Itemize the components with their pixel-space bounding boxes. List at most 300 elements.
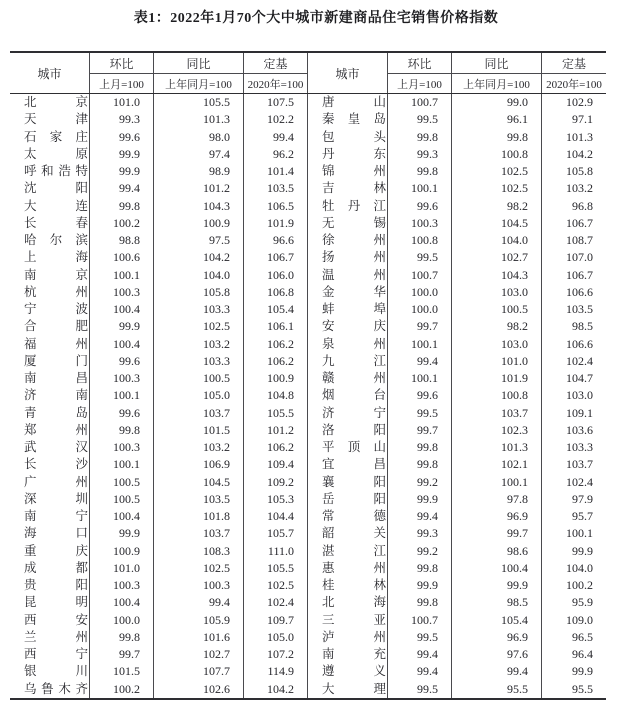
table-row xyxy=(10,439,606,456)
table-row xyxy=(10,232,606,249)
header-fixedbase-left: 定基 xyxy=(244,53,308,73)
subheader-fixed-base-left: 2020年=100 xyxy=(244,73,308,93)
city-cell xyxy=(10,387,90,404)
yoy-value-cell: 104.5 xyxy=(154,474,244,491)
fixed-base-value-cell: 106.2 xyxy=(244,439,308,456)
city-cell xyxy=(308,439,388,456)
yoy-value-cell: 101.9 xyxy=(452,370,542,387)
fixed-base-value-cell: 103.6 xyxy=(566,422,593,437)
mom-value-cell: 99.6 xyxy=(388,198,452,215)
fixed-base-value-cell: 104.7 xyxy=(566,371,593,385)
yoy-value-cell: 103.5 xyxy=(154,491,244,508)
city-cell xyxy=(10,594,90,611)
yoy-value-cell: 101.3 xyxy=(452,439,542,456)
city-name: 石家庄 xyxy=(24,129,88,144)
table-row xyxy=(10,594,606,611)
fixed-base-value-cell: 96.4 xyxy=(572,647,593,661)
yoy-value-cell: 99.9 xyxy=(452,577,542,594)
city-name: 乌鲁木齐 xyxy=(24,681,88,696)
mom-value-cell: 100.4 xyxy=(90,508,154,525)
city-cell xyxy=(10,284,90,301)
yoy-value-cell: 98.0 xyxy=(154,129,244,146)
city-cell xyxy=(308,249,388,266)
city-cell xyxy=(308,405,388,422)
mom-value-cell: 100.1 xyxy=(388,180,452,197)
mom-value-cell: 100.7 xyxy=(388,267,452,284)
yoy-value-cell: 102.5 xyxy=(154,318,244,335)
city-cell xyxy=(308,560,388,577)
city-cell xyxy=(10,422,90,439)
fixed-base-value-cell: 111.0 xyxy=(244,543,308,560)
mom-value-cell: 100.5 xyxy=(90,491,154,508)
city-cell xyxy=(308,232,388,249)
city-name: 福州 xyxy=(24,336,88,351)
mom-value-cell: 99.5 xyxy=(388,405,452,422)
fixed-base-value-cell: 107.2 xyxy=(244,646,308,663)
fixed-base-value-cell: 95.7 xyxy=(572,509,593,523)
city-cell xyxy=(308,180,388,197)
yoy-value-cell: 103.3 xyxy=(154,353,244,370)
mom-value-cell: 99.7 xyxy=(388,422,452,439)
yoy-value-cell: 102.5 xyxy=(154,560,244,577)
yoy-value-cell: 104.5 xyxy=(452,215,542,232)
fixed-base-value-cell: 102.9 xyxy=(566,95,593,109)
fixed-base-value-cell: 103.2 xyxy=(566,181,593,196)
city-name: 宜昌 xyxy=(322,457,386,472)
mom-value-cell: 99.6 xyxy=(90,405,154,422)
fixed-base-value-cell: 109.0 xyxy=(566,612,593,627)
yoy-value-cell: 103.2 xyxy=(154,439,244,456)
table-row xyxy=(10,249,606,266)
header-city-right-label: 城市 xyxy=(335,66,360,81)
city-name: 重庆 xyxy=(24,543,88,558)
city-name: 无锡 xyxy=(322,215,386,230)
mom-value-cell: 99.8 xyxy=(90,422,154,439)
fixed-base-value-cell: 106.6 xyxy=(566,284,593,299)
fixed-base-value-cell: 99.9 xyxy=(572,543,593,558)
mom-value-cell: 99.8 xyxy=(90,198,154,215)
mom-value-cell: 99.4 xyxy=(388,663,452,680)
yoy-value-cell: 95.5 xyxy=(452,681,542,698)
table-row xyxy=(10,646,606,663)
yoy-value-cell: 101.0 xyxy=(452,353,542,370)
city-cell xyxy=(308,111,388,128)
fixed-base-value-cell: 104.2 xyxy=(244,681,308,698)
city-cell xyxy=(10,508,90,525)
mom-value-cell: 100.0 xyxy=(388,301,452,318)
city-cell xyxy=(308,318,388,335)
city-name: 湛江 xyxy=(322,543,386,558)
city-name: 洛阳 xyxy=(322,422,386,437)
city-name: 徐州 xyxy=(322,233,386,247)
fixed-base-value-cell: 99.4 xyxy=(244,129,308,146)
yoy-value-cell: 105.0 xyxy=(154,387,244,404)
city-cell xyxy=(10,370,90,387)
city-cell xyxy=(10,543,90,560)
mom-value-cell: 99.9 xyxy=(388,491,452,508)
mom-value-cell: 100.0 xyxy=(90,612,154,629)
fixed-base-value-cell: 105.0 xyxy=(244,629,308,646)
city-name: 海口 xyxy=(24,526,88,541)
fixed-base-value-cell: 106.0 xyxy=(244,267,308,284)
city-name: 南昌 xyxy=(24,371,88,385)
city-name: 桂林 xyxy=(322,578,386,592)
mom-value-cell: 100.4 xyxy=(90,301,154,318)
yoy-value-cell: 98.2 xyxy=(452,198,542,215)
city-cell xyxy=(308,491,388,508)
mom-value-cell: 98.8 xyxy=(90,232,154,249)
yoy-value-cell: 104.3 xyxy=(154,198,244,215)
fixed-base-value-cell: 106.2 xyxy=(244,336,308,353)
city-cell xyxy=(308,370,388,387)
table-row xyxy=(10,491,606,508)
yoy-value-cell: 102.1 xyxy=(452,456,542,473)
mom-value-cell: 99.8 xyxy=(388,594,452,611)
table-row xyxy=(10,284,606,301)
yoy-value-cell: 97.5 xyxy=(154,232,244,249)
mom-value-cell: 100.3 xyxy=(90,370,154,387)
city-cell xyxy=(10,318,90,335)
subheader-mom-base-right: 上月=100 xyxy=(388,73,452,93)
yoy-value-cell: 101.5 xyxy=(154,422,244,439)
mom-value-cell: 100.9 xyxy=(90,543,154,560)
fixed-base-value-cell: 106.7 xyxy=(566,215,593,230)
mom-value-cell: 99.5 xyxy=(388,111,452,128)
fixed-base-value-cell: 105.3 xyxy=(244,491,308,508)
fixed-base-value-cell: 107.5 xyxy=(244,94,308,111)
city-name: 南充 xyxy=(322,647,386,661)
city-name: 北海 xyxy=(322,595,386,610)
fixed-base-value-cell: 104.0 xyxy=(566,560,593,575)
city-cell xyxy=(10,267,90,284)
fixed-base-value-cell: 106.7 xyxy=(244,249,308,266)
city-name: 广州 xyxy=(24,474,88,489)
mom-value-cell: 100.2 xyxy=(90,681,154,698)
mom-value-cell: 99.5 xyxy=(388,249,452,266)
header-mom-right: 环比 xyxy=(388,53,452,73)
fixed-base-value-cell: 105.5 xyxy=(244,560,308,577)
yoy-value-cell: 99.7 xyxy=(452,525,542,542)
city-name: 锦州 xyxy=(322,164,386,178)
city-cell xyxy=(10,646,90,663)
city-cell xyxy=(308,422,388,439)
fixed-base-value-cell: 102.2 xyxy=(244,111,308,128)
yoy-value-cell: 105.5 xyxy=(154,94,244,111)
city-name: 包头 xyxy=(322,129,386,144)
city-cell xyxy=(308,474,388,491)
subheader-mom-base-left: 上月=100 xyxy=(90,73,154,93)
city-name: 泸州 xyxy=(322,629,386,644)
city-name: 哈尔滨 xyxy=(24,233,88,247)
fixed-base-value-cell: 107.0 xyxy=(566,250,593,265)
city-name: 宁波 xyxy=(24,302,88,316)
header-fixedbase-right: 定基 xyxy=(561,56,586,71)
mom-value-cell: 99.7 xyxy=(388,318,452,335)
fixed-base-value-cell: 106.7 xyxy=(566,267,593,282)
city-cell xyxy=(308,353,388,370)
mom-value-cell: 99.9 xyxy=(388,577,452,594)
city-name: 南宁 xyxy=(24,509,88,523)
fixed-base-value-cell: 96.5 xyxy=(572,629,593,644)
table-row xyxy=(10,198,606,215)
yoy-value-cell: 102.7 xyxy=(452,249,542,266)
city-cell xyxy=(10,405,90,422)
city-name: 银川 xyxy=(24,664,88,679)
fixed-base-value-cell: 102.4 xyxy=(566,353,593,368)
city-cell xyxy=(10,146,90,163)
table-body xyxy=(10,94,606,698)
city-cell xyxy=(10,663,90,680)
city-name: 牡丹江 xyxy=(322,198,386,213)
city-name: 烟台 xyxy=(322,388,386,403)
table-row xyxy=(10,301,606,318)
header-city-left-label: 城市 xyxy=(37,66,62,81)
city-name: 金华 xyxy=(322,284,386,299)
table-row xyxy=(10,543,606,560)
city-name: 蚌埠 xyxy=(322,302,386,316)
table-row xyxy=(10,456,606,473)
mom-value-cell: 99.8 xyxy=(388,129,452,146)
city-name: 北京 xyxy=(24,95,88,109)
mom-value-cell: 99.8 xyxy=(388,439,452,456)
city-name: 武汉 xyxy=(24,440,88,454)
city-name: 大连 xyxy=(24,198,88,213)
mom-value-cell: 100.1 xyxy=(90,456,154,473)
mom-value-cell: 99.7 xyxy=(90,646,154,663)
city-name: 丹东 xyxy=(322,146,386,161)
yoy-value-cell: 102.7 xyxy=(154,646,244,663)
yoy-value-cell: 102.5 xyxy=(452,163,542,180)
city-name: 九江 xyxy=(322,353,386,368)
city-name: 平顶山 xyxy=(322,440,386,454)
yoy-value-cell: 104.0 xyxy=(452,232,542,249)
mom-value-cell: 100.8 xyxy=(388,232,452,249)
city-cell xyxy=(10,301,90,318)
fixed-base-value-cell: 101.2 xyxy=(244,422,308,439)
fixed-base-value-cell: 96.6 xyxy=(244,232,308,249)
city-name: 温州 xyxy=(322,267,386,282)
table-row xyxy=(10,267,606,284)
city-cell xyxy=(10,439,90,456)
fixed-base-value-cell: 100.9 xyxy=(244,370,308,387)
city-cell xyxy=(10,232,90,249)
yoy-value-cell: 103.3 xyxy=(154,301,244,318)
city-cell xyxy=(308,129,388,146)
city-cell xyxy=(10,629,90,646)
mom-value-cell: 100.1 xyxy=(388,336,452,353)
city-name: 厦门 xyxy=(24,353,88,368)
fixed-base-value-cell: 109.1 xyxy=(566,405,593,420)
yoy-value-cell: 108.3 xyxy=(154,543,244,560)
mom-value-cell: 99.6 xyxy=(90,353,154,370)
header-mom-left: 环比 xyxy=(90,53,154,73)
city-name: 惠州 xyxy=(322,560,386,575)
city-name: 兰州 xyxy=(24,629,88,644)
mom-value-cell: 99.2 xyxy=(388,543,452,560)
fixed-base-value-cell: 96.2 xyxy=(244,146,308,163)
mom-value-cell: 99.8 xyxy=(388,456,452,473)
city-name: 大理 xyxy=(322,681,386,696)
fixed-base-value-cell: 109.4 xyxy=(244,456,308,473)
fixed-base-value-cell: 100.1 xyxy=(566,526,593,541)
city-name: 南京 xyxy=(24,267,88,282)
table-header xyxy=(10,53,606,94)
city-cell xyxy=(10,249,90,266)
header-city-right xyxy=(308,53,388,93)
city-name: 济宁 xyxy=(322,405,386,420)
city-cell xyxy=(10,681,90,698)
city-cell xyxy=(308,456,388,473)
yoy-value-cell: 100.8 xyxy=(452,387,542,404)
city-name: 长春 xyxy=(24,215,88,230)
city-name: 三亚 xyxy=(322,612,386,627)
city-cell xyxy=(308,146,388,163)
city-cell xyxy=(10,215,90,232)
mom-value-cell: 100.6 xyxy=(90,249,154,266)
mom-value-cell: 99.9 xyxy=(90,525,154,542)
yoy-value-cell: 101.2 xyxy=(154,180,244,197)
yoy-value-cell: 105.4 xyxy=(452,612,542,629)
city-cell xyxy=(10,94,90,111)
mom-value-cell: 99.4 xyxy=(388,353,452,370)
table-row xyxy=(10,318,606,335)
city-cell xyxy=(308,646,388,663)
yoy-value-cell: 103.2 xyxy=(154,336,244,353)
fixed-base-value-cell: 103.5 xyxy=(244,180,308,197)
mom-value-cell: 100.1 xyxy=(388,370,452,387)
mom-value-cell: 100.1 xyxy=(90,387,154,404)
yoy-value-cell: 101.8 xyxy=(154,508,244,525)
table-row xyxy=(10,681,606,698)
yoy-value-cell: 104.2 xyxy=(154,249,244,266)
table-row xyxy=(10,370,606,387)
fixed-base-value-cell: 104.4 xyxy=(244,508,308,525)
city-name: 上海 xyxy=(24,250,88,265)
city-name: 合肥 xyxy=(24,319,88,334)
fixed-base-value-cell: 106.5 xyxy=(244,198,308,215)
city-cell xyxy=(308,198,388,215)
fixed-base-value-cell: 106.6 xyxy=(566,336,593,351)
city-name: 襄阳 xyxy=(322,474,386,489)
mom-value-cell: 100.3 xyxy=(90,284,154,301)
mom-value-cell: 99.6 xyxy=(90,129,154,146)
mom-value-cell: 100.4 xyxy=(90,336,154,353)
city-cell xyxy=(308,336,388,353)
city-cell xyxy=(308,284,388,301)
yoy-value-cell: 105.8 xyxy=(154,284,244,301)
city-name: 韶关 xyxy=(322,526,386,541)
city-cell xyxy=(308,163,388,180)
mom-value-cell: 99.4 xyxy=(90,180,154,197)
header-yoy-left: 同比 xyxy=(154,53,244,73)
mom-value-cell: 101.0 xyxy=(90,560,154,577)
mom-value-cell: 100.2 xyxy=(90,215,154,232)
yoy-value-cell: 96.1 xyxy=(452,111,542,128)
fixed-base-value-cell: 101.9 xyxy=(244,215,308,232)
table-row xyxy=(10,577,606,594)
fixed-base-value-cell: 100.2 xyxy=(566,578,593,592)
table-row xyxy=(10,146,606,163)
yoy-value-cell: 99.8 xyxy=(452,129,542,146)
city-cell xyxy=(308,543,388,560)
fixed-base-value-cell: 102.4 xyxy=(566,474,593,489)
table-row xyxy=(10,629,606,646)
table-row xyxy=(10,508,606,525)
fixed-base-value-cell: 108.7 xyxy=(566,233,593,247)
yoy-value-cell: 105.9 xyxy=(154,612,244,629)
mom-value-cell: 99.4 xyxy=(388,508,452,525)
mom-value-cell: 100.3 xyxy=(90,577,154,594)
yoy-value-cell: 103.0 xyxy=(452,284,542,301)
mom-value-cell: 100.3 xyxy=(388,215,452,232)
city-cell xyxy=(10,474,90,491)
mom-value-cell: 100.1 xyxy=(90,267,154,284)
city-name: 岳阳 xyxy=(322,491,386,506)
city-cell xyxy=(10,111,90,128)
mom-value-cell: 99.3 xyxy=(90,111,154,128)
fixed-base-value-cell: 103.5 xyxy=(566,302,593,316)
yoy-value-cell: 97.6 xyxy=(452,646,542,663)
city-name: 郑州 xyxy=(24,422,88,437)
table-row xyxy=(10,405,606,422)
city-name: 西安 xyxy=(24,612,88,627)
yoy-value-cell: 100.1 xyxy=(452,474,542,491)
yoy-value-cell: 100.5 xyxy=(154,370,244,387)
yoy-value-cell: 104.0 xyxy=(154,267,244,284)
mom-value-cell: 99.5 xyxy=(388,681,452,698)
city-name: 昆明 xyxy=(24,595,88,610)
yoy-value-cell: 106.9 xyxy=(154,456,244,473)
yoy-value-cell: 97.8 xyxy=(452,491,542,508)
mom-value-cell: 100.4 xyxy=(90,594,154,611)
city-cell xyxy=(308,215,388,232)
city-cell xyxy=(308,387,388,404)
mom-value-cell: 99.4 xyxy=(388,646,452,663)
mom-value-cell: 99.8 xyxy=(388,163,452,180)
city-cell xyxy=(308,301,388,318)
city-name: 太原 xyxy=(24,146,88,161)
yoy-value-cell: 98.6 xyxy=(452,543,542,560)
city-cell xyxy=(10,456,90,473)
yoy-value-cell: 100.4 xyxy=(452,560,542,577)
fixed-base-value-cell: 105.4 xyxy=(244,301,308,318)
yoy-value-cell: 100.5 xyxy=(452,301,542,318)
yoy-value-cell: 99.4 xyxy=(154,594,244,611)
fixed-base-value-cell: 101.4 xyxy=(244,163,308,180)
mom-value-cell: 99.9 xyxy=(90,318,154,335)
price-index-table xyxy=(10,51,606,700)
table-row xyxy=(10,422,606,439)
yoy-value-cell: 96.9 xyxy=(452,508,542,525)
table-row xyxy=(10,612,606,629)
mom-value-cell: 99.8 xyxy=(90,629,154,646)
table-title: 表1：2022年1月70个大中城市新建商品住宅销售价格指数 xyxy=(133,11,499,26)
city-name: 赣州 xyxy=(322,371,386,385)
yoy-value-cell: 102.6 xyxy=(154,681,244,698)
city-cell xyxy=(308,94,388,111)
city-cell xyxy=(10,163,90,180)
city-name: 沈阳 xyxy=(24,181,88,196)
table-row xyxy=(10,129,606,146)
yoy-value-cell: 98.5 xyxy=(452,594,542,611)
yoy-value-cell: 102.5 xyxy=(452,180,542,197)
yoy-value-cell: 100.8 xyxy=(452,146,542,163)
table-row xyxy=(10,336,606,353)
fixed-base-value-cell: 109.2 xyxy=(244,474,308,491)
fixed-base-value-cell: 104.8 xyxy=(244,387,308,404)
header-yoy-right: 同比 xyxy=(452,53,542,73)
fixed-base-value-cell: 105.7 xyxy=(244,525,308,542)
